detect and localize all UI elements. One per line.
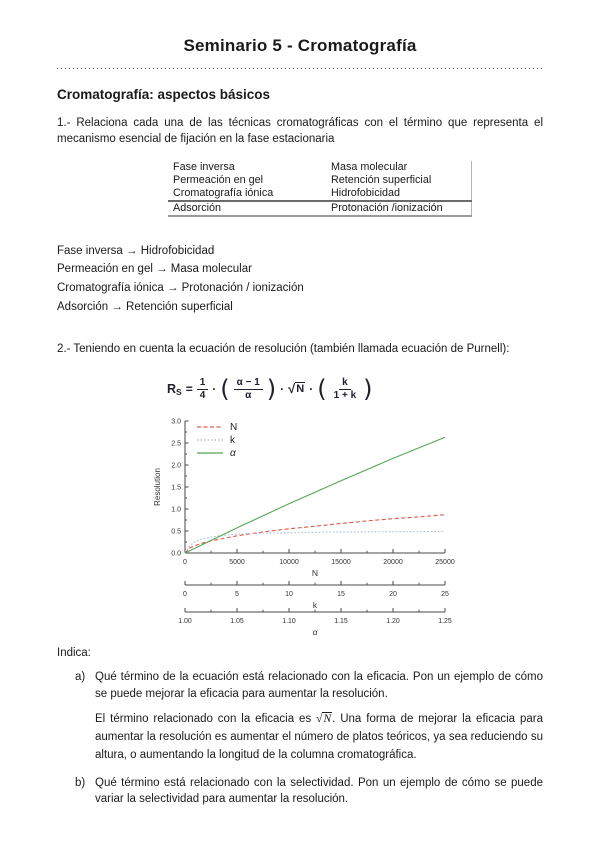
table-cell: Cromatografía iónica xyxy=(173,187,274,200)
svg-text:20: 20 xyxy=(389,591,397,599)
list-item-text: Qué término de la ecuación está relacionado con la eficacia. Pon un ejemplo de cómo se puede mejorar la eficacia para aumentar la resolución. xyxy=(95,671,543,700)
dot-operator: · xyxy=(309,382,314,397)
svg-text:1.25: 1.25 xyxy=(438,618,452,626)
table-cell: Fase inversa xyxy=(173,161,235,174)
table-cell: Protonación /ionización xyxy=(326,201,472,216)
resolution-chart xyxy=(151,413,463,637)
list-item-a xyxy=(75,669,543,702)
dot-operator: · xyxy=(280,382,285,397)
close-paren: ) xyxy=(266,374,277,403)
dotted-separator xyxy=(57,68,543,70)
question-1-answers xyxy=(57,242,543,317)
dot-operator: · xyxy=(212,382,217,397)
list-marker: b) xyxy=(75,776,86,789)
svg-text:1.15: 1.15 xyxy=(334,618,348,626)
open-paren: ( xyxy=(220,374,230,403)
close-paren: ) xyxy=(363,374,373,403)
svg-text:N: N xyxy=(311,568,319,579)
svg-text:k: k xyxy=(312,600,318,611)
svg-text:10000: 10000 xyxy=(279,559,299,567)
svg-text:15000: 15000 xyxy=(331,559,351,567)
table-cell: Retención superficial xyxy=(331,174,432,187)
table-cell: Masa molecular xyxy=(331,161,408,174)
svg-text:α: α xyxy=(230,448,236,460)
table-cell: Permeación en gel xyxy=(173,174,264,187)
answer-line: Adsorción → Retención superficial xyxy=(57,300,233,313)
table-row xyxy=(168,161,472,174)
answer-line: Cromatografía iónica → Protonación / ionización xyxy=(57,281,304,294)
answer-a-after: . Una forma de mejorar la eficacia para aumentar la resolución es aumentar el número de platos teóricos, ya sea reduciendo su altura, o aumentando la longitud de la columna cromatográfica. xyxy=(95,713,543,761)
svg-text:α: α xyxy=(312,627,318,638)
equals-sign: = xyxy=(185,382,193,397)
table-row xyxy=(168,187,472,201)
table-cell: Adsorción xyxy=(168,201,326,216)
svg-text:k: k xyxy=(230,435,235,447)
svg-text:1.0: 1.0 xyxy=(171,506,181,514)
table-row xyxy=(168,201,472,216)
svg-text:25000: 25000 xyxy=(435,559,455,567)
svg-text:2.5: 2.5 xyxy=(171,440,181,448)
equation-lhs: RS xyxy=(167,381,182,397)
open-paren: ( xyxy=(317,374,327,403)
sqrt-N-term: √ N xyxy=(288,381,305,397)
fraction-selectivity: $\frac{\alpha - 1}{\alpha}$ xyxy=(234,377,263,401)
fraction-retention: $\frac{k}{1 + k}$ xyxy=(333,377,357,401)
svg-text:20000: 20000 xyxy=(383,559,403,567)
svg-text:1.05: 1.05 xyxy=(230,618,244,626)
section-heading: Cromatografía: aspectos básicos xyxy=(57,87,271,102)
svg-text:1.00: 1.00 xyxy=(178,618,192,626)
question-2-text: 2.- Teniendo en cuenta la ecuación de resolución (también llamada ecuación de Purnell): xyxy=(57,343,510,356)
svg-text:N: N xyxy=(230,422,238,434)
answer-a-before: El término relacionado con la eficacia es xyxy=(95,713,317,726)
svg-text:Resolution: Resolution xyxy=(153,468,162,507)
list-marker: a) xyxy=(75,671,86,684)
list-item-text: Qué término está relacionado con la selectividad. Pon un ejemplo de cómo se puede variar la selectividad para aumentar la resolución. xyxy=(95,776,543,805)
svg-text:0.0: 0.0 xyxy=(171,550,181,558)
list-item-b xyxy=(75,775,543,808)
svg-text:0: 0 xyxy=(183,591,187,599)
purnell-equation xyxy=(167,374,373,403)
inline-sqrt-N: √N xyxy=(316,713,332,726)
matching-table xyxy=(168,161,472,217)
svg-text:0: 0 xyxy=(183,559,187,567)
svg-text:15: 15 xyxy=(337,591,345,599)
svg-text:2.0: 2.0 xyxy=(171,462,181,470)
question-1-text: 1.- Relaciona cada una de las técnicas cromatográficas con el término que representa el mecanismo esencial de fijación en la fase estacionaria xyxy=(57,117,543,146)
answer-a-paragraph xyxy=(95,711,543,764)
resolution-chart-container xyxy=(151,413,463,637)
svg-text:5000: 5000 xyxy=(229,559,245,567)
answer-line: Fase inversa → Hidrofobicidad xyxy=(57,244,215,257)
table-cell: Hidrofobicidad xyxy=(331,187,401,200)
svg-text:3.0: 3.0 xyxy=(171,418,181,426)
svg-text:25: 25 xyxy=(441,591,449,599)
page-title: Seminario 5 - Cromatografía xyxy=(183,36,417,55)
svg-text:1.20: 1.20 xyxy=(386,618,400,626)
svg-text:1.5: 1.5 xyxy=(171,484,181,492)
indica-label: Indica: xyxy=(57,647,91,660)
answer-line: Permeación en gel → Masa molecular xyxy=(57,263,252,276)
svg-text:1.10: 1.10 xyxy=(282,618,296,626)
fraction-one-fourth: $\frac{1}{4}$ xyxy=(197,377,209,401)
table-row xyxy=(168,174,472,187)
svg-text:10: 10 xyxy=(285,591,293,599)
svg-text:0.5: 0.5 xyxy=(171,528,181,536)
svg-text:5: 5 xyxy=(235,591,239,599)
